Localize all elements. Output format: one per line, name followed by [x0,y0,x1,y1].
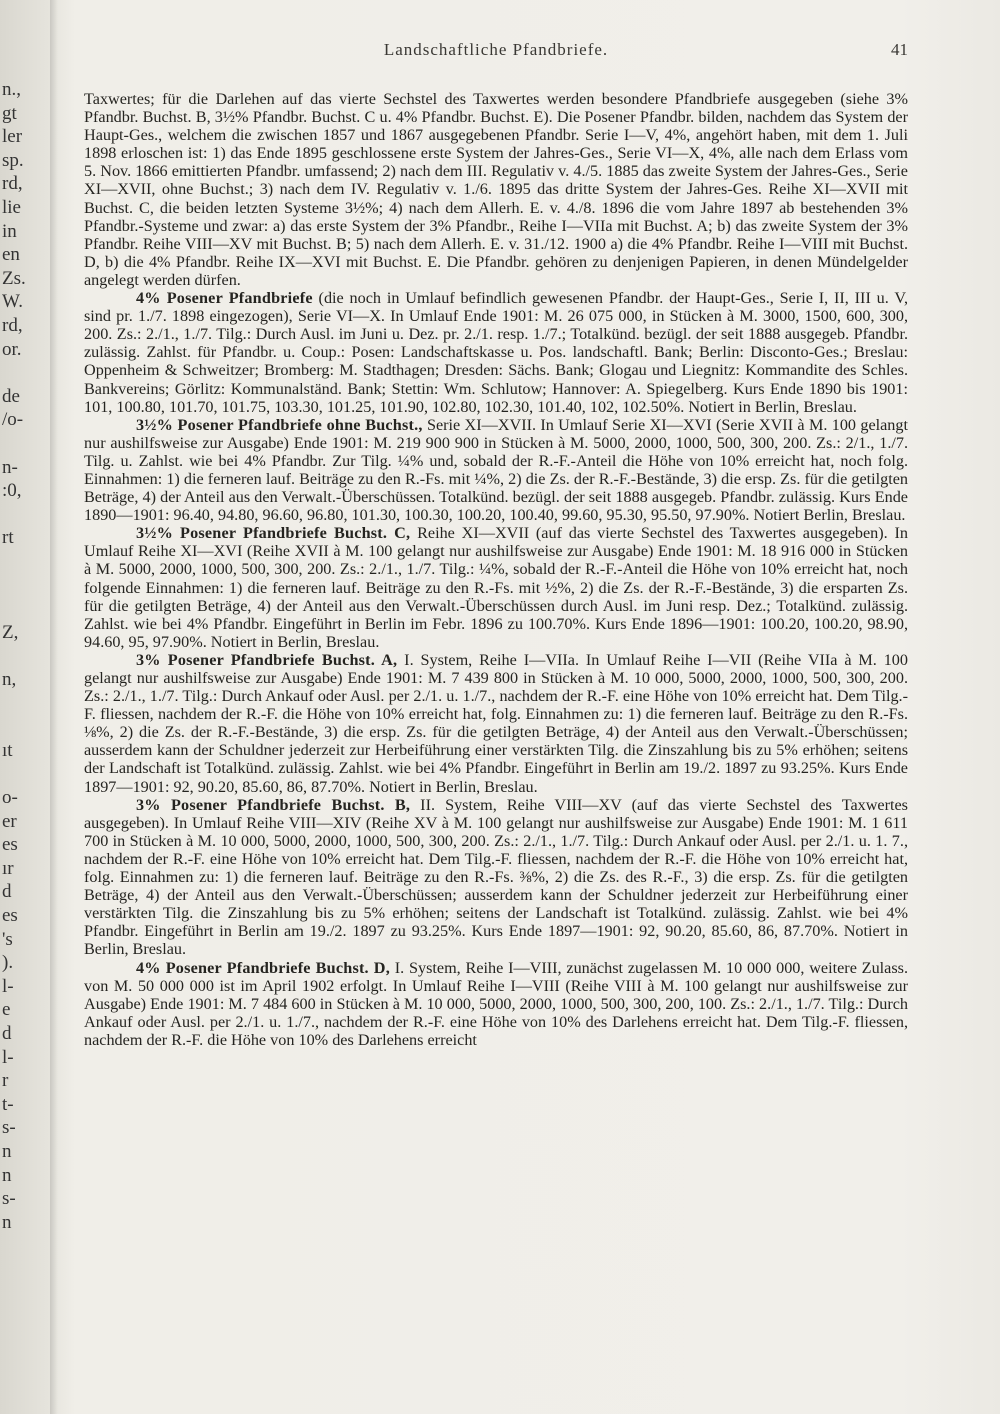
margin-fragment: es [2,834,18,856]
running-head: Landschaftliche Pfandbriefe. [383,40,609,59]
section-heading: 3% Posener Pfandbriefe Buchst. A, [136,650,398,669]
margin-fragment: s- [2,1188,16,1210]
paragraph-text: (die noch in Umlauf befindlich gewesenen Pfandbr. der Haupt-Ges., Serie I, II, III u. V, sind pr. 1./7. 1898 eingezogen), Serie VI—X. In Umlauf Ende 1901: M. 26 075 000, in Stücken à M. 3000, 1500, 600, 300, 200. Zs.: 2./1., 1./7. Tilg.: Durch Ausl. im Juni u. Dez. pr. 2./1. resp. 1./7.; Totalkünd. bezügl. der seit 1888 ausgegeb. Pfandbr. zulässig. Zahlst. für Pfandbr. u. Coup.: Posen: Landschaftskasse u. Pos. landschaftl. Bank; Berlin: Disconto-Ges.; Breslau: Oppenheim & Schweitzer; Bromberg: M. Stadthagen; Dresden: Sächs. Bank; Glogau und Liegnitz: Kommandite des Schles. Bankvereins; Görlitz: Kommunalständ. Bank; Stettin: Wm. Schlutow; Hannover: A. Spiegelberg. Kurs Ende 1890 bis 1901: 101, 100.80, 101.70, 101.75, 103.30, 101.25, 101.90, 102.80, 102.30, 101.40, 102, 102.50%. Notiert in Berlin, Breslau. [84,289,908,416]
margin-fragment: rt [2,527,14,549]
margin-fragment: W. [2,291,23,313]
paragraph-text: Taxwertes; für die Darlehen auf das vierte Sechstel des Taxwertes werden besondere Pfandbriefe ausgegeben (siehe 3% Pfandbr. Buchst. B, 3½% Pfandbr. Buchst. C u. 4% Pfandbr. Buchst. E). Die Posener Pfandbr. bilden, nachdem das System der Haupt-Ges., welchem die zwischen 1857 und 1867 ausgegebenen Pfandbr. Serie I—V, 4%, angehört haben, mit dem 1. Juli 1898 erloschen ist: 1) das Ende 1895 geschlossene erste System der Jahres-Ges., Serie VI—X, 4%, alle nach dem Erlass vom 5. Nov. 1866 emittierten Pfandbr. umfassend; 2) nach dem III. Regulativ v. 4./5. 1885 das zweite System der Jahres-Ges., Serie XI—XVII, ohne Buchst.; 3) nach dem IV. Regulativ v. 1./6. 1895 das dritte System der Jahres-Ges. Reihe XI—XVII mit Buchst. C, die beiden letzten Systeme 3½%; 4) nach dem Allerh. E. v. 4./8. 1896 die vom Jahre 1897 ab bestehenden 3% Pfandbr.-Systeme und zwar: a) das erste System der 3% Pfandbr., Reihe I—VIIa mit Buchst. A; b) das zweite System der 3% Pfandbr. Reihe VIII—XV mit Buchst. B; 5) nach dem Allerh. E. v. 31./12. 1900 a) die 4% Pfandbr. Reihe I—VIII mit Buchst. D, b) die 4% Pfandbr. Reihe IX—XVI mit Buchst. E. Die Pfandbr. gehören zu denjenigen Papieren, in denen Mündelgelder angelegt werden dürfen. [84,90,908,289]
margin-fragment: ). [2,952,14,974]
margin-fragment: n [2,1141,12,1162]
margin-fragment: 's [2,928,13,950]
margin-fragment: Zs. [2,267,26,289]
paragraph-section [84,796,908,959]
margin-fragment: gt [2,102,17,124]
margin-fragment: er [2,810,17,832]
book-gutter-shadow [50,0,58,1414]
paragraph-section [84,524,908,651]
margin-fragment: t- [2,1093,14,1115]
paragraph-text: I. System, Reihe I—VIIa. In Umlauf Reihe I—VII (Reihe VIIa à M. 100 gelangt nur aushilfsweise zur Ausgabe) Ende 1901: M. 7 439 800 in Stücken à M. 10 000, 5000, 2000, 1000, 500, 300, 200. Zs.: 2./1., 1./7. Tilg.: Durch Ankauf oder Ausl. per 2./1. u. 1./7., nachdem der R.-F. eine Höhe von 10% erreicht hat. Dem Tilg.-F. fliessen, nachdem der R.-F. die Höhe von 10% erreicht hat, folg. Einnahmen zu: 1) die ferneren lauf. Beiträge zu den R.-Fs. ⅛%, 2) die Zs. der R.-F.-Bestände, 3) die ersp. Zs. für die getilgten Beträge, 4) der Anteil aus den Verwalt.-Überschüssen; ausserdem kann der Schuldner jederzeit zur Herbeiführung einer verstärkten Tilg. die Zinszahlung bis zu 5% erhöhen; seitens der Landschaft ist Totalkünd. zulässig. Zahlst. wie bei 4% Pfandbr. Eingeführt in Berlin am 19./2. 1897 zu 93.25%. Kurs Ende 1897—1901: 92, 90.20, 85.60, 86, 87.70%. Notiert in Berlin, Breslau. [84,650,908,796]
margin-fragment: Z, [2,621,19,643]
paragraph-continuation [84,90,908,289]
margin-fragment: n- [2,456,18,478]
section-heading: 3% Posener Pfandbriefe Buchst. B, [136,795,411,814]
margin-fragment: :0, [2,480,22,502]
margin-fragment: lie [2,197,21,218]
margin-fragment: rd, [2,173,23,195]
margin-fragment: n [2,1164,12,1186]
margin-fragment: sp. [2,149,24,171]
margin-fragment: d [2,1023,12,1044]
page-header [84,40,908,68]
margin-fragment: or. [2,338,22,360]
margin-fragment: ır [2,857,14,879]
paragraph-text: Reihe XI—XVII (auf das vierte Sechstel des Taxwertes ausgegeben). In Umlauf Reihe XI—XVI (Reihe XVII à M. 100 gelangt nur aushilfsweise zur Ausgabe) Ende 1901: M. 18 916 000 in Stücken à M. 5000, 2000, 1000, 500, 300, 200. Zs.: 2./1., 1./7. Tilg.: ¼%, sobald der R.-F.-Anteil die Höhe von 10% erreicht hat, noch folgende Einnahmen: 1) die ferneren lauf. Beiträge zu den R.-Fs. mit ½%, 2) die Zs. der R.-F.-Bestände, 3) die ersparten Zs. für die getilgten Beträge, 4) der Anteil aus den Verwalt.-Überschüssen durch Ausl. im Juni resp. Dez.; Totalkünd. zulässig. Zahlst. wie bei 4% Pfandbr. Eingeführt in Berlin im Febr. 1896 zu 100.70%. Kurs Ende 1896—1901: 100.20, 100.20, 98.90, 94.60, 95, 97.90%. Notiert in Berlin, Breslau. [84,524,908,651]
section-heading: 4% Posener Pfandbriefe [136,289,313,308]
margin-fragment: es [2,905,18,926]
margin-fragment: in [2,220,17,242]
paragraph-section [84,651,908,796]
margin-fragment: n, [2,669,17,690]
paragraph-text: II. System, Reihe VIII—XV (auf das vierte Sechstel des Taxwertes ausgegeben). In Umlauf Reihe VIII—XIV (Reihe XV à M. 100 gelangt nur aushilfsweise zur Ausgabe) Ende 1901: M. 1 611 700 in Stücken à M. 10 000, 5000, 2000, 1000, 500, 300, 200. Zs.: 2./1., 1./7. Tilg.: Durch Ankauf oder Ausl. per 2./1. u. 1. 7., nachdem der R.-F. eine Höhe von 10% erreicht hat. Dem Tilg.-F. fliessen, nachdem der R.-F. die Höhe von 10% erreicht hat, folg. Einnahmen zu: 1) die ferneren lauf. Beiträge zu den R.-Fs. ⅜%, 2) die Zs. des R.-F., 3) die ersp. Zs. für die getilgten Beträge, 4) der Anteil aus den Verwalt.-Überschüssen; ausserdem kann der Schuldner jederzeit zur Herbeiführung einer verstärkten Tilg. die Zinszahlung bis zu 5% erhöhen; seitens der Landschaft ist Totalkünd. zulässig. Zahlst. wie bei 4% Pfandbr. Eingeführt in Berlin am 19./2. 1897 zu 93.25%. Kurs Ende 1897—1901: 92, 90.20, 85.60, 86, 87.70%. Notiert in Berlin, Breslau. [84,795,908,959]
margin-fragment: n [2,1211,12,1233]
margin-fragment: de [2,385,20,407]
section-heading: 4% Posener Pfandbriefe Buchst. D, [136,958,390,977]
section-heading: 3½% Posener Pfandbriefe ohne Buchst., [136,415,423,434]
margin-fragment: l- [2,1046,14,1068]
paragraph-text: I. System, Reihe I—VIII, zunächst zugelassen M. 10 000 000, weitere Zulass. von M. 50 000 000 ist im April 1902 erfolgt. In Umlauf Reihe I—VIII (Reihe VIII à M. 100 gelangt nur aushilfsweise zur Ausgabe) Ende 1901: M. 7 484 600 in Stücken à M. 10 000, 5000, 2000, 1000, 500, 300, 200, 100. Zs.: 2./1., 1./7. Tilg.: Durch Ankauf oder Ausl. per 2./1. u. 1./7., nachdem der R.-F. eine Höhe von 10% des Darlehens erreicht hat. Dem Tilg.-F. fliessen, nachdem der R.-F. die Höhe von 10% des Darlehens erreicht [84,958,908,1049]
body-text [84,90,908,1049]
paragraph-section [84,416,908,525]
margin-fragment: rd, [2,315,23,336]
paragraph-section [84,289,908,416]
paragraph-text: Serie XI—XVII. In Umlauf Serie XI—XVI (Serie XVII à M. 100 gelangt nur aushilfsweise zur Ausgabe) Ende 1901: M. 219 900 900 in Stücken à M. 5000, 2000, 1000, 500, 300, 200. Zs.: 2/1., 1./7. Tilg. u. Zahlst. wie bei 4% Pfandbr. Zur Tilg. ¼% und, sobald der R.-F.-Anteil die Höhe von 10% erreicht hat, noch folg. Einnahmen: 1) die ferneren lauf. Beiträge zu den R.-Fs. mit ¼%, 2) die Zs. der R.-F.-Bestände, 3) die ersp. Zs. für die getilgten Beträge, 4) der Anteil aus den Verwalt.-Überschüssen. Totalkünd. bezügl. der seit 1888 ausgegeb. Pfandbr. zulässig. Kurs Ende 1890—1901: 96.40, 94.80, 96.60, 96.80, 101.30, 100.30, 100.20, 100.40, 99.60, 95.30, 95.50, 97.90%. Notiert Berlin, Breslau. [84,415,908,525]
margin-fragment: en [2,244,20,266]
margin-fragment: l- [2,975,14,997]
margin-fragment: ler [2,126,23,148]
previous-page-margin-fragments [0,80,46,1240]
page-number: 41 [891,40,908,59]
margin-fragment: /o- [2,409,24,431]
paragraph-section [84,959,908,1049]
margin-fragment: s- [2,1117,16,1139]
margin-fragment: o- [2,787,18,808]
margin-fragment: e [2,999,11,1021]
margin-fragment: ıt [2,739,13,761]
margin-fragment: d [2,881,12,903]
section-heading: 3½% Posener Pfandbriefe Buchst. C, [136,524,411,543]
margin-fragment: n., [2,80,21,100]
margin-fragment: r [2,1070,9,1092]
